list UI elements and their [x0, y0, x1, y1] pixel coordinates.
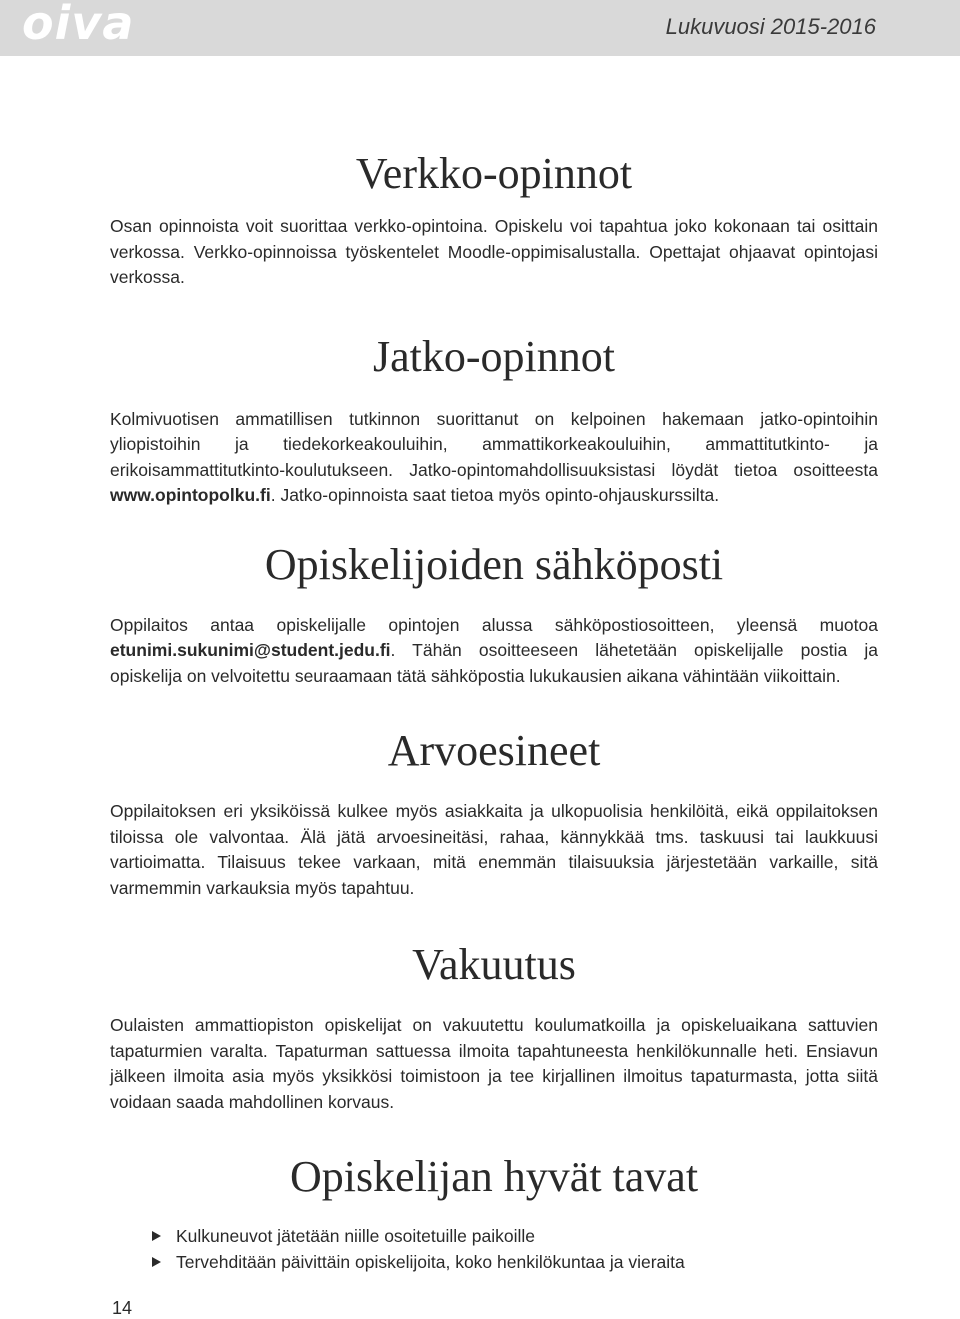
list-item [150, 1249, 878, 1275]
good-manners-list [110, 1223, 878, 1275]
body-text: . Jatko-opinnoista saat tietoa myös opinto-ohjauskurssilta. [270, 485, 720, 505]
email-format: etunimi.sukunimi@student.jedu.fi [110, 640, 391, 660]
section-title: Verkko-opinnot [355, 149, 633, 198]
section-vakuutus [110, 939, 878, 1115]
section-verkko-opinnot [110, 148, 878, 291]
page-number: 14 [112, 1298, 133, 1318]
section-title: Arvoesineet [387, 726, 601, 775]
section-body [110, 613, 878, 690]
section-body [110, 407, 878, 509]
opintopolku-link[interactable]: www.opintopolku.fi [110, 485, 271, 505]
bullet-triangle-icon [152, 1231, 161, 1241]
body-text: Kolmivuotisen ammatillisen tutkinnon suorittanut on kelpoinen hakemaan jatko-opintoihin yliopistoihin ja tiedekorkeakouluihin, ammattikorkeakouluihin, ammattitutkinto- ja erikoisammattitutkinto-koulutukseen. Jatko-opintomahdollisuuksistasi löydät tietoa osoitteesta [110, 408, 878, 480]
section-opiskelijoiden-sahkoposti [110, 539, 878, 690]
section-body: Osan opinnoista voit suorittaa verkko-opintoina. Opiskelu voi tapahtua joko kokonaan tai osittain verkossa. Verkko-opinnoissa työskentelet Moodle-oppimisalustalla. Opettajat ohjaavat opintojasi verkossa. [110, 216, 878, 287]
section-jatko-opinnot [110, 331, 878, 509]
section-body: Oppilaitoksen eri yksiköissä kulkee myös asiakkaita ja ulkopuolisia henkilöitä, eikä oppilaitoksen tiloissa ole valvontaa. Älä jätä arvoesineitäsi, rahaa, kännykkää tms. taskuusi tai laukkuusi vartioimatta. Tilaisuus tekee varkaan, mitä enemmän tilaisuuksia järjestetään varkaille, sitä varmemmin varkauksia myös tapahtuu. [110, 801, 878, 898]
section-body: Oulaisten ammattiopiston opiskelijat on vakuutettu koulumatkoilla ja opiskeluaikana sattuvien tapaturmien varalta. Tapaturman sattuessa ilmoita tapahtuneesta henkilökunnalle heti. Ensiavun jälkeen ilmoita asia myös yksikkösi toimistoon ja tee kirjallinen ilmoitus tapaturmasta, jotta siitä voidaan saada mahdollinen korvaus. [110, 1015, 878, 1112]
section-title: Opiskelijoiden sähköposti [264, 539, 724, 589]
bullet-triangle-icon [152, 1257, 161, 1267]
section-title: Opiskelijan hyvät tavat [289, 1152, 699, 1201]
body-text: Oppilaitos antaa opiskelijalle opintojen alussa sähköpostiosoitteen, yleensä muotoa [110, 614, 878, 635]
header-bar [0, 0, 960, 56]
body-text: . Tähän osoitteeseen lähetetään opiskelijalle postia ja opiskelija on velvoitettu seuraamaan tätä sähköpostia lukukausien aikana vähintään viikoittain. [110, 640, 878, 686]
list-item-text: Kulkuneuvot jätetään niille osoitetuille paikoille [176, 1226, 535, 1246]
school-year-label: Lukuvuosi 2015-2016 [665, 14, 876, 39]
section-title: Vakuutus [412, 940, 576, 989]
section-opiskelijan-hyvat-tavat [110, 1151, 878, 1275]
section-arvoesineet [110, 725, 878, 901]
brand-logo: oiva [22, 0, 135, 50]
list-item [150, 1223, 878, 1249]
list-item-text: Tervehditään päivittäin opiskelijoita, koko henkilökuntaa ja vieraita [176, 1252, 685, 1272]
page-content [110, 148, 878, 1275]
section-title: Jatko-opinnot [373, 331, 615, 381]
